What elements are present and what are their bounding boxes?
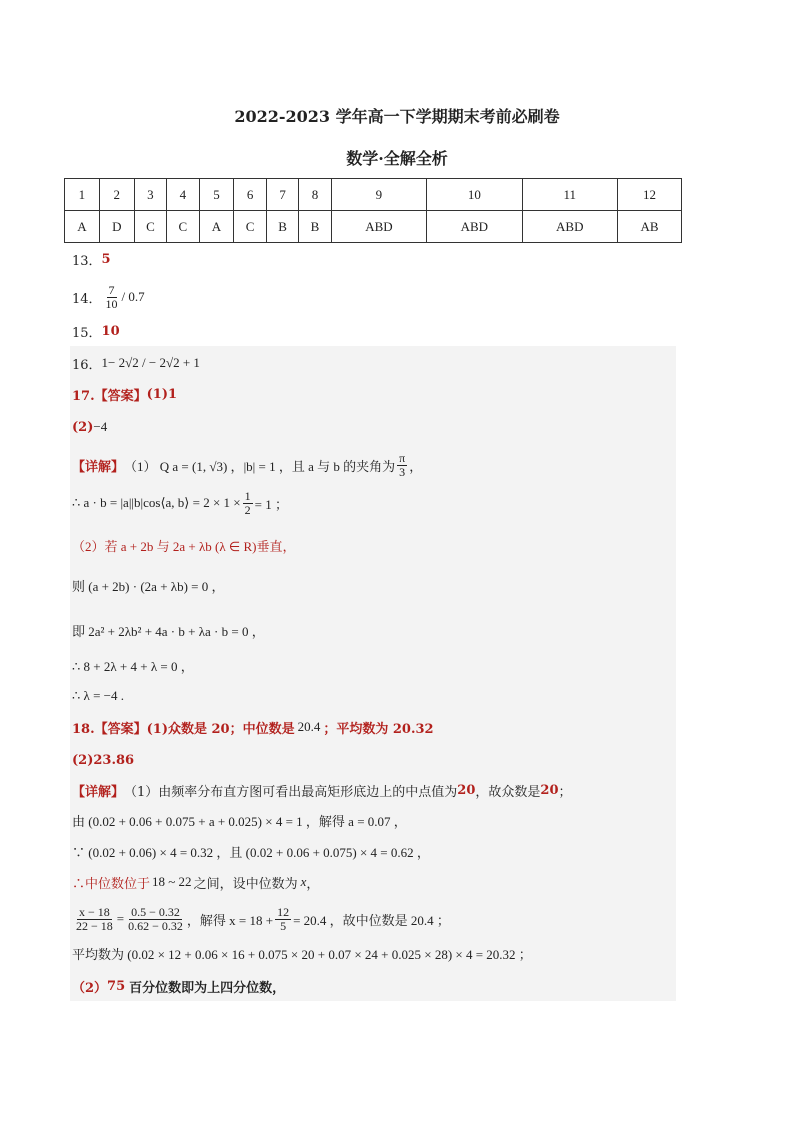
- answer-16: [72, 353, 200, 373]
- solution-17-angle-fraction: [397, 452, 407, 479]
- answer-16-label: 16．: [72, 357, 102, 373]
- solution-17-dot-product: ∴ a · b = |a||b|cos⟨a, b⟩ = 2 × 1 ×: [72, 495, 241, 510]
- solution-17-dot-result: = 1 ；: [254, 496, 288, 512]
- answer-cell: C: [234, 211, 266, 243]
- question-number: 4: [167, 179, 199, 211]
- solution-18-solve-text: ，解得 x = 18 +: [186, 912, 274, 928]
- question-number: 10: [427, 179, 522, 211]
- answer-14-alt: / 0.7: [121, 289, 145, 304]
- answer-17-part2: [72, 417, 107, 437]
- solution-18-line-6: [72, 943, 532, 963]
- fraction-numerator: 0.5 − 0.32: [131, 904, 180, 919]
- solution-17-equation-1: 则 (a + 2b) · (2a + λb) = 0 ，: [72, 578, 225, 594]
- answer-cell: A: [199, 211, 234, 243]
- answer-cell: B: [266, 211, 298, 243]
- solution-18-line-4: [72, 872, 319, 892]
- answer-table-answer-row: [65, 211, 682, 243]
- solution-17-half-fraction: [243, 490, 253, 517]
- question-number: 9: [331, 179, 426, 211]
- question-number: 6: [234, 179, 266, 211]
- answer-17-part2-label: (2): [72, 419, 94, 435]
- solution-17-tag: 【详解】: [72, 459, 125, 475]
- answer-18-part2-value: (2)23.86: [72, 752, 135, 768]
- answer-17-part2-value: −4: [93, 419, 108, 434]
- solution-18-median-text-a: ∴中位数位于: [72, 876, 151, 892]
- solution-18-equation-1: 由 (0.02 + 0.06 + 0.075 + a + 0.025) × 4 = 1 ，解得 a = 0.07 ，: [72, 813, 407, 829]
- solution-17-line-2: [72, 488, 288, 518]
- question-number: 11: [522, 179, 617, 211]
- solution-18-twelve-fifths: [275, 906, 291, 933]
- solution-17-line-3: [72, 535, 295, 555]
- answer-cell: B: [299, 211, 331, 243]
- solution-18-mean: 平均数为 (0.02 × 12 + 0.06 × 16 + 0.075 × 20 + 0.07 × 24 + 0.025 × 28) × 4 = 20.32 ；: [72, 946, 532, 962]
- solution-18-line-2: [72, 810, 407, 830]
- solution-18-line-1: [72, 780, 572, 800]
- fraction-numerator: 7: [108, 282, 115, 297]
- question-number: 7: [266, 179, 298, 211]
- fraction-numerator: x − 18: [79, 904, 110, 919]
- solution-18-text-a: （1）由频率分布直方图可看出最高矩形底边上的中点值为: [124, 784, 458, 800]
- answer-15: [72, 322, 120, 340]
- answer-table: [64, 178, 682, 243]
- fraction-numerator: 12: [277, 904, 290, 919]
- solution-17-equation-3: ∴ 8 + 2λ + 4 + λ = 0 ，: [72, 658, 194, 674]
- solution-18-variable: x: [300, 874, 307, 889]
- solution-18-line-5: [72, 902, 450, 936]
- answer-table-number-row: [65, 179, 682, 211]
- question-number: 12: [617, 179, 681, 211]
- punctuation: ，: [306, 876, 320, 892]
- solution-18-ratio-left: [74, 906, 115, 933]
- answer-18-part1-a: (1)众数是 20；中位数是: [146, 721, 295, 737]
- answer-cell: C: [167, 211, 199, 243]
- answer-15-value: 10: [101, 323, 120, 339]
- equals-sign: =: [116, 911, 125, 926]
- answer-cell: ABD: [522, 211, 617, 243]
- answer-13-value: 5: [101, 251, 111, 267]
- answer-13: [72, 250, 111, 268]
- answer-cell: D: [99, 211, 134, 243]
- fraction-denominator: 0.62 − 0.32: [128, 918, 183, 933]
- answer-cell: ABD: [331, 211, 426, 243]
- fraction-denominator: 10: [105, 296, 118, 311]
- fraction-denominator: 2: [244, 502, 251, 517]
- solution-17-given-a: （1） Q a = (1, √3) ，: [124, 458, 244, 474]
- solution-18-mode-a: 20: [457, 782, 476, 798]
- answer-18-heading: [72, 717, 434, 737]
- solution-17-perp-word: 垂直，: [256, 539, 296, 555]
- answer-18-part1-c: ；平均数为 20.32: [323, 721, 434, 737]
- answer-18-median: 20.4: [297, 719, 321, 734]
- punctuation: ，: [409, 459, 423, 475]
- answer-13-label: 13．: [72, 253, 102, 269]
- answer-17-tag: 17.【答案】: [72, 388, 147, 404]
- solution-18-ratio-right: [126, 906, 185, 933]
- solution-18-percentile: 75: [107, 978, 126, 994]
- answer-cell: ABD: [427, 211, 522, 243]
- solution-18-line-7: [72, 976, 285, 996]
- solution-18-interval: 18 ~ 22: [152, 874, 192, 889]
- question-number: 2: [99, 179, 134, 211]
- punctuation: ；: [558, 784, 572, 800]
- answer-18-tag: 18.【答案】: [72, 721, 147, 737]
- document-subtitle: 数学·全解全析: [346, 149, 448, 168]
- fraction-denominator: 5: [280, 918, 287, 933]
- answer-17-part1: (1)1: [146, 386, 178, 402]
- answer-cell: A: [65, 211, 100, 243]
- solution-18-line-3: [72, 841, 430, 861]
- solution-17-result: ∴ λ = −4 .: [72, 688, 124, 703]
- solution-17-perp-condition: （2）若 a + 2b 与 2a + λb (λ ∈ R): [72, 538, 257, 554]
- question-number: 3: [134, 179, 166, 211]
- question-number: 5: [199, 179, 234, 211]
- question-number: 8: [299, 179, 331, 211]
- document-title: 2022-2023 学年高一下学期期末考前必刷卷: [234, 107, 560, 126]
- solution-18-median-text-c: 之间，设中位数为: [193, 876, 298, 892]
- solution-17-line-7: [72, 686, 124, 706]
- fraction-numerator: 1: [244, 488, 251, 503]
- solution-17-given-b: |b| = 1 ，且 a 与 b 的夹角为: [243, 458, 396, 474]
- question-number: 1: [65, 179, 100, 211]
- answer-14: [72, 280, 145, 314]
- solution-17-line-1: [72, 450, 422, 480]
- solution-17-line-6: [72, 655, 194, 675]
- answer-16-expression: 1− 2√2 / − 2√2 + 1: [101, 355, 200, 370]
- fraction-numerator: π: [399, 450, 406, 465]
- answer-17-heading: [72, 384, 177, 404]
- solution-18-tag: 【详解】: [72, 784, 125, 800]
- answer-14-label: 14．: [72, 291, 102, 307]
- answer-cell: C: [134, 211, 166, 243]
- solution-18-equation-2: ∵ (0.02 + 0.06) × 4 = 0.32 ，且 (0.02 + 0.06 + 0.075) × 4 = 0.62 ，: [72, 844, 430, 860]
- answer-cell: AB: [617, 211, 681, 243]
- solution-17-line-5: [72, 620, 265, 640]
- fraction-denominator: 3: [399, 464, 406, 479]
- solution-18-median-result: = 20.4 ，故中位数是 20.4 ；: [293, 912, 450, 928]
- solution-17-equation-2: 即 2a² + 2λb² + 4a · b + λa · b = 0 ，: [72, 623, 265, 639]
- answer-15-label: 15．: [72, 325, 102, 341]
- solution-18-part2-label: （2）: [72, 980, 108, 996]
- solution-18-text-c: ，故众数是: [475, 784, 541, 800]
- solution-18-part2-text: 百分位数即为上四分位数，: [129, 980, 286, 996]
- answer-14-fraction: [104, 284, 120, 311]
- fraction-denominator: 22 − 18: [76, 918, 113, 933]
- solution-18-mode-b: 20: [540, 782, 559, 798]
- answer-18-part2: [72, 750, 134, 770]
- solution-17-line-4: [72, 575, 224, 595]
